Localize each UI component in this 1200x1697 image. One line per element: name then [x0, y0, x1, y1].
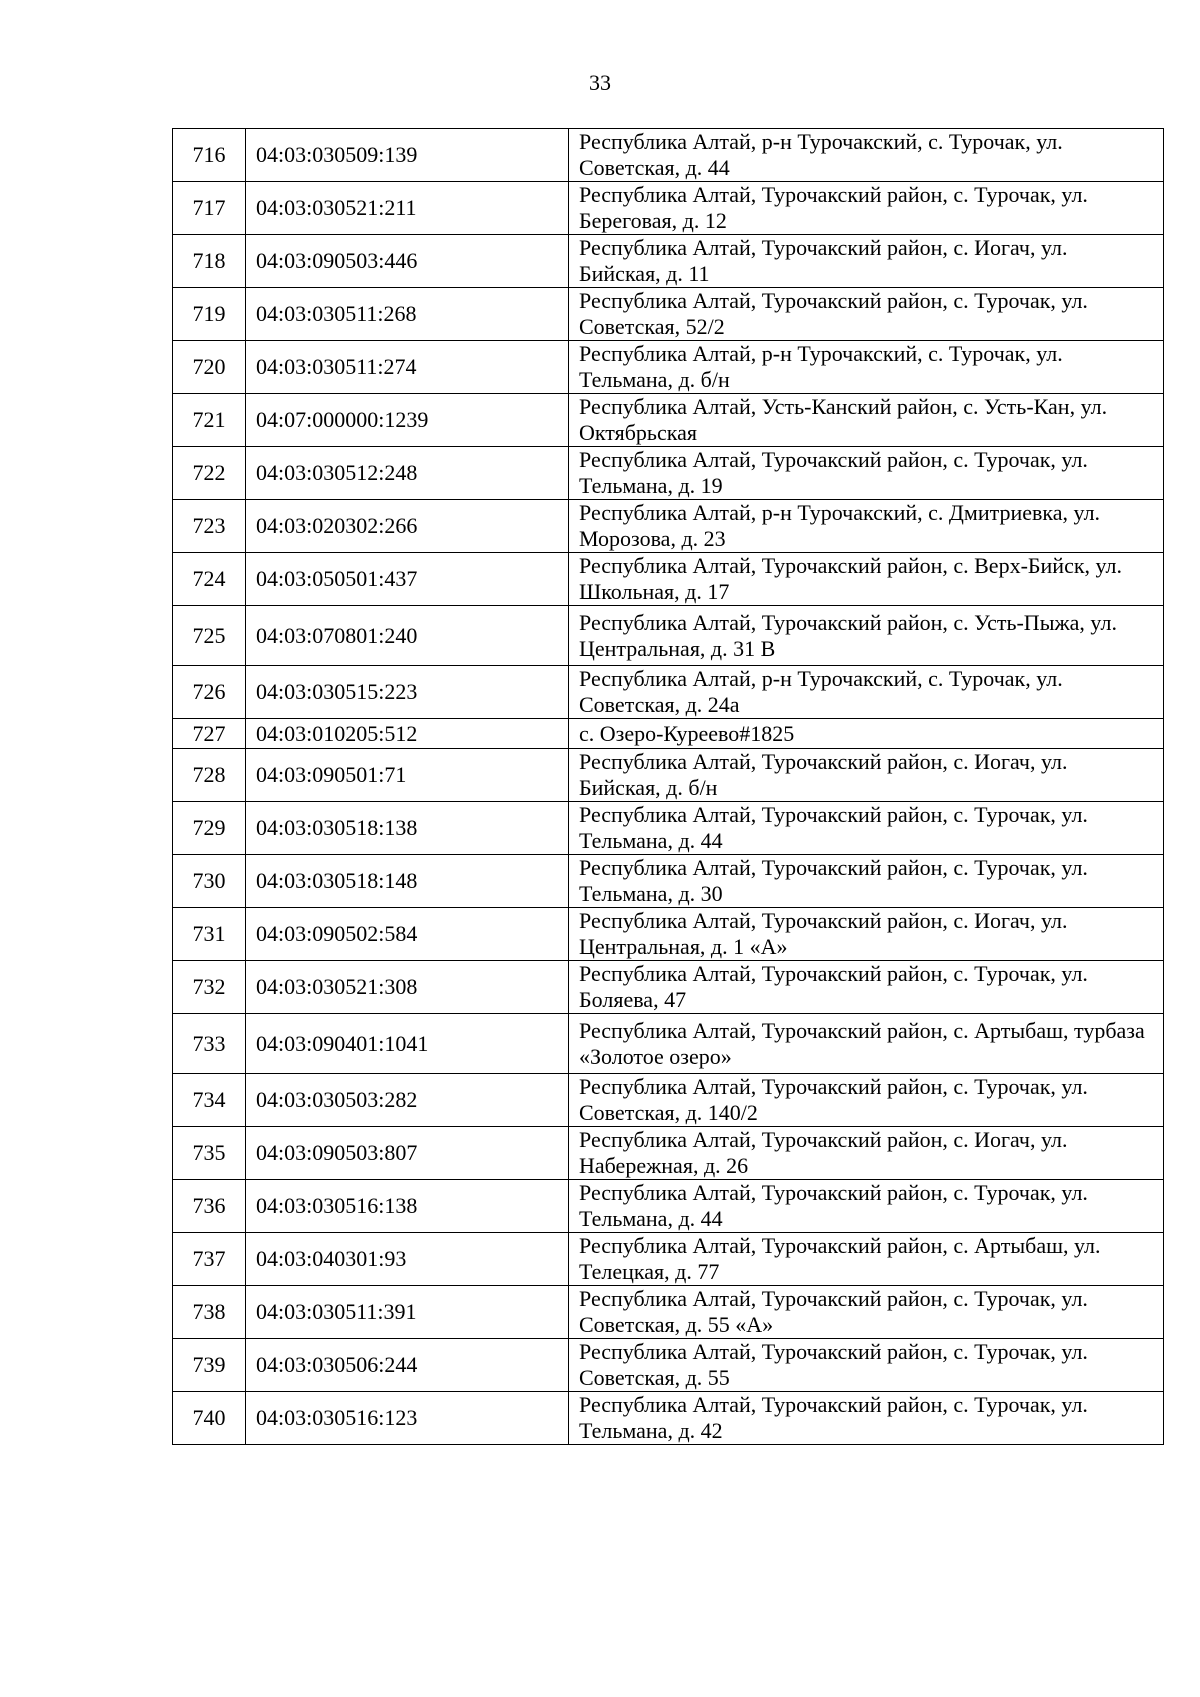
address-cell: Республика Алтай, Турочакский район, с. Турочак, ул. Тельмана, д. 42 [569, 1392, 1164, 1445]
table-row [173, 802, 1164, 855]
address-cell: Республика Алтай, Турочакский район, с. Иогач, ул. Бийская, д. 11 [569, 235, 1164, 288]
address-cell: Республика Алтай, Турочакский район, с. Турочак, ул. Боляева, 47 [569, 961, 1164, 1014]
address-cell: Республика Алтай, Турочакский район, с. Турочак, ул. Тельмана, д. 44 [569, 1180, 1164, 1233]
address-cell: Республика Алтай, р-н Турочакский, с. Турочак, ул. Советская, д. 44 [569, 129, 1164, 182]
row-number-cell: 723 [173, 500, 246, 553]
address-cell: Республика Алтай, Турочакский район, с. Турочак, ул. Советская, 52/2 [569, 288, 1164, 341]
table-row [173, 1127, 1164, 1180]
table-row [173, 500, 1164, 553]
table-row [173, 666, 1164, 719]
address-cell: Республика Алтай, р-н Турочакский, с. Турочак, ул. Тельмана, д. б/н [569, 341, 1164, 394]
table-row [173, 341, 1164, 394]
row-number-cell: 717 [173, 182, 246, 235]
address-cell: Республика Алтай, Турочакский район, с. Верх-Бийск, ул. Школьная, д. 17 [569, 553, 1164, 606]
table-row [173, 394, 1164, 447]
row-number-cell: 740 [173, 1392, 246, 1445]
table-row [173, 1014, 1164, 1074]
row-number-cell: 732 [173, 961, 246, 1014]
row-number-cell: 737 [173, 1233, 246, 1286]
row-number-cell: 722 [173, 447, 246, 500]
cadastral-number-cell: 04:07:000000:1239 [246, 394, 569, 447]
row-number-cell: 724 [173, 553, 246, 606]
table-row [173, 606, 1164, 666]
address-cell: Республика Алтай, Турочакский район, с. Артыбаш, ул. Телецкая, д. 77 [569, 1233, 1164, 1286]
table-row [173, 1339, 1164, 1392]
address-cell: Республика Алтай, Турочакский район, с. Иогач, ул. Центральная, д. 1 «А» [569, 908, 1164, 961]
cadastral-number-cell: 04:03:030503:282 [246, 1074, 569, 1127]
cadastral-number-cell: 04:03:030515:223 [246, 666, 569, 719]
cadastral-number-cell: 04:03:030511:274 [246, 341, 569, 394]
table-row [173, 235, 1164, 288]
registry-table-body [173, 129, 1164, 1445]
registry-table [172, 128, 1164, 1445]
table-row [173, 749, 1164, 802]
address-cell: Республика Алтай, Турочакский район, с. Иогач, ул. Набережная, д. 26 [569, 1127, 1164, 1180]
address-cell: Республика Алтай, Усть-Канский район, с. Усть-Кан, ул. Октябрьская [569, 394, 1164, 447]
cadastral-number-cell: 04:03:010205:512 [246, 719, 569, 749]
table-row [173, 908, 1164, 961]
cadastral-number-cell: 04:03:030518:148 [246, 855, 569, 908]
table-row [173, 447, 1164, 500]
table-row [173, 1286, 1164, 1339]
row-number-cell: 727 [173, 719, 246, 749]
address-cell: Республика Алтай, р-н Турочакский, с. Турочак, ул. Советская, д. 24а [569, 666, 1164, 719]
table-row [173, 288, 1164, 341]
address-cell: Республика Алтай, Турочакский район, с. Артыбаш, турбаза «Золотое озеро» [569, 1014, 1164, 1074]
cadastral-number-cell: 04:03:030521:211 [246, 182, 569, 235]
row-number-cell: 734 [173, 1074, 246, 1127]
table-row [173, 961, 1164, 1014]
cadastral-number-cell: 04:03:020302:266 [246, 500, 569, 553]
cadastral-number-cell: 04:03:030511:391 [246, 1286, 569, 1339]
cadastral-number-cell: 04:03:030506:244 [246, 1339, 569, 1392]
cadastral-number-cell: 04:03:030518:138 [246, 802, 569, 855]
row-number-cell: 728 [173, 749, 246, 802]
address-cell: Республика Алтай, р-н Турочакский, с. Дмитриевка, ул. Морозова, д. 23 [569, 500, 1164, 553]
address-cell: Республика Алтай, Турочакский район, с. Турочак, ул. Советская, д. 55 «А» [569, 1286, 1164, 1339]
table-row [173, 1074, 1164, 1127]
row-number-cell: 738 [173, 1286, 246, 1339]
cadastral-number-cell: 04:03:090401:1041 [246, 1014, 569, 1074]
row-number-cell: 718 [173, 235, 246, 288]
table-row [173, 1180, 1164, 1233]
cadastral-number-cell: 04:03:030512:248 [246, 447, 569, 500]
cadastral-number-cell: 04:03:030521:308 [246, 961, 569, 1014]
table-row [173, 855, 1164, 908]
address-cell: Республика Алтай, Турочакский район, с. Турочак, ул. Береговая, д. 12 [569, 182, 1164, 235]
table-row [173, 1392, 1164, 1445]
cadastral-number-cell: 04:03:090503:446 [246, 235, 569, 288]
table-row [173, 553, 1164, 606]
address-cell: Республика Алтай, Турочакский район, с. Турочак, ул. Тельмана, д. 30 [569, 855, 1164, 908]
row-number-cell: 733 [173, 1014, 246, 1074]
row-number-cell: 730 [173, 855, 246, 908]
row-number-cell: 735 [173, 1127, 246, 1180]
cadastral-number-cell: 04:03:030511:268 [246, 288, 569, 341]
cadastral-number-cell: 04:03:090501:71 [246, 749, 569, 802]
row-number-cell: 725 [173, 606, 246, 666]
table-row [173, 1233, 1164, 1286]
address-cell: с. Озеро-Куреево#1825 [569, 719, 1164, 749]
cadastral-number-cell: 04:03:030516:123 [246, 1392, 569, 1445]
table-row [173, 182, 1164, 235]
row-number-cell: 736 [173, 1180, 246, 1233]
table-row [173, 129, 1164, 182]
cadastral-number-cell: 04:03:040301:93 [246, 1233, 569, 1286]
cadastral-number-cell: 04:03:030509:139 [246, 129, 569, 182]
row-number-cell: 729 [173, 802, 246, 855]
address-cell: Республика Алтай, Турочакский район, с. Турочак, ул. Тельмана, д. 44 [569, 802, 1164, 855]
table-row [173, 719, 1164, 749]
page-number: 33 [589, 70, 611, 95]
address-cell: Республика Алтай, Турочакский район, с. Усть-Пыжа, ул. Центральная, д. 31 В [569, 606, 1164, 666]
cadastral-number-cell: 04:03:050501:437 [246, 553, 569, 606]
row-number-cell: 739 [173, 1339, 246, 1392]
cadastral-number-cell: 04:03:070801:240 [246, 606, 569, 666]
address-cell: Республика Алтай, Турочакский район, с. Турочак, ул. Советская, д. 140/2 [569, 1074, 1164, 1127]
address-cell: Республика Алтай, Турочакский район, с. Турочак, ул. Советская, д. 55 [569, 1339, 1164, 1392]
row-number-cell: 716 [173, 129, 246, 182]
cadastral-number-cell: 04:03:090502:584 [246, 908, 569, 961]
row-number-cell: 731 [173, 908, 246, 961]
row-number-cell: 720 [173, 341, 246, 394]
address-cell: Республика Алтай, Турочакский район, с. Турочак, ул. Тельмана, д. 19 [569, 447, 1164, 500]
row-number-cell: 721 [173, 394, 246, 447]
row-number-cell: 719 [173, 288, 246, 341]
row-number-cell: 726 [173, 666, 246, 719]
cadastral-number-cell: 04:03:030516:138 [246, 1180, 569, 1233]
address-cell: Республика Алтай, Турочакский район, с. Иогач, ул. Бийская, д. б/н [569, 749, 1164, 802]
cadastral-number-cell: 04:03:090503:807 [246, 1127, 569, 1180]
